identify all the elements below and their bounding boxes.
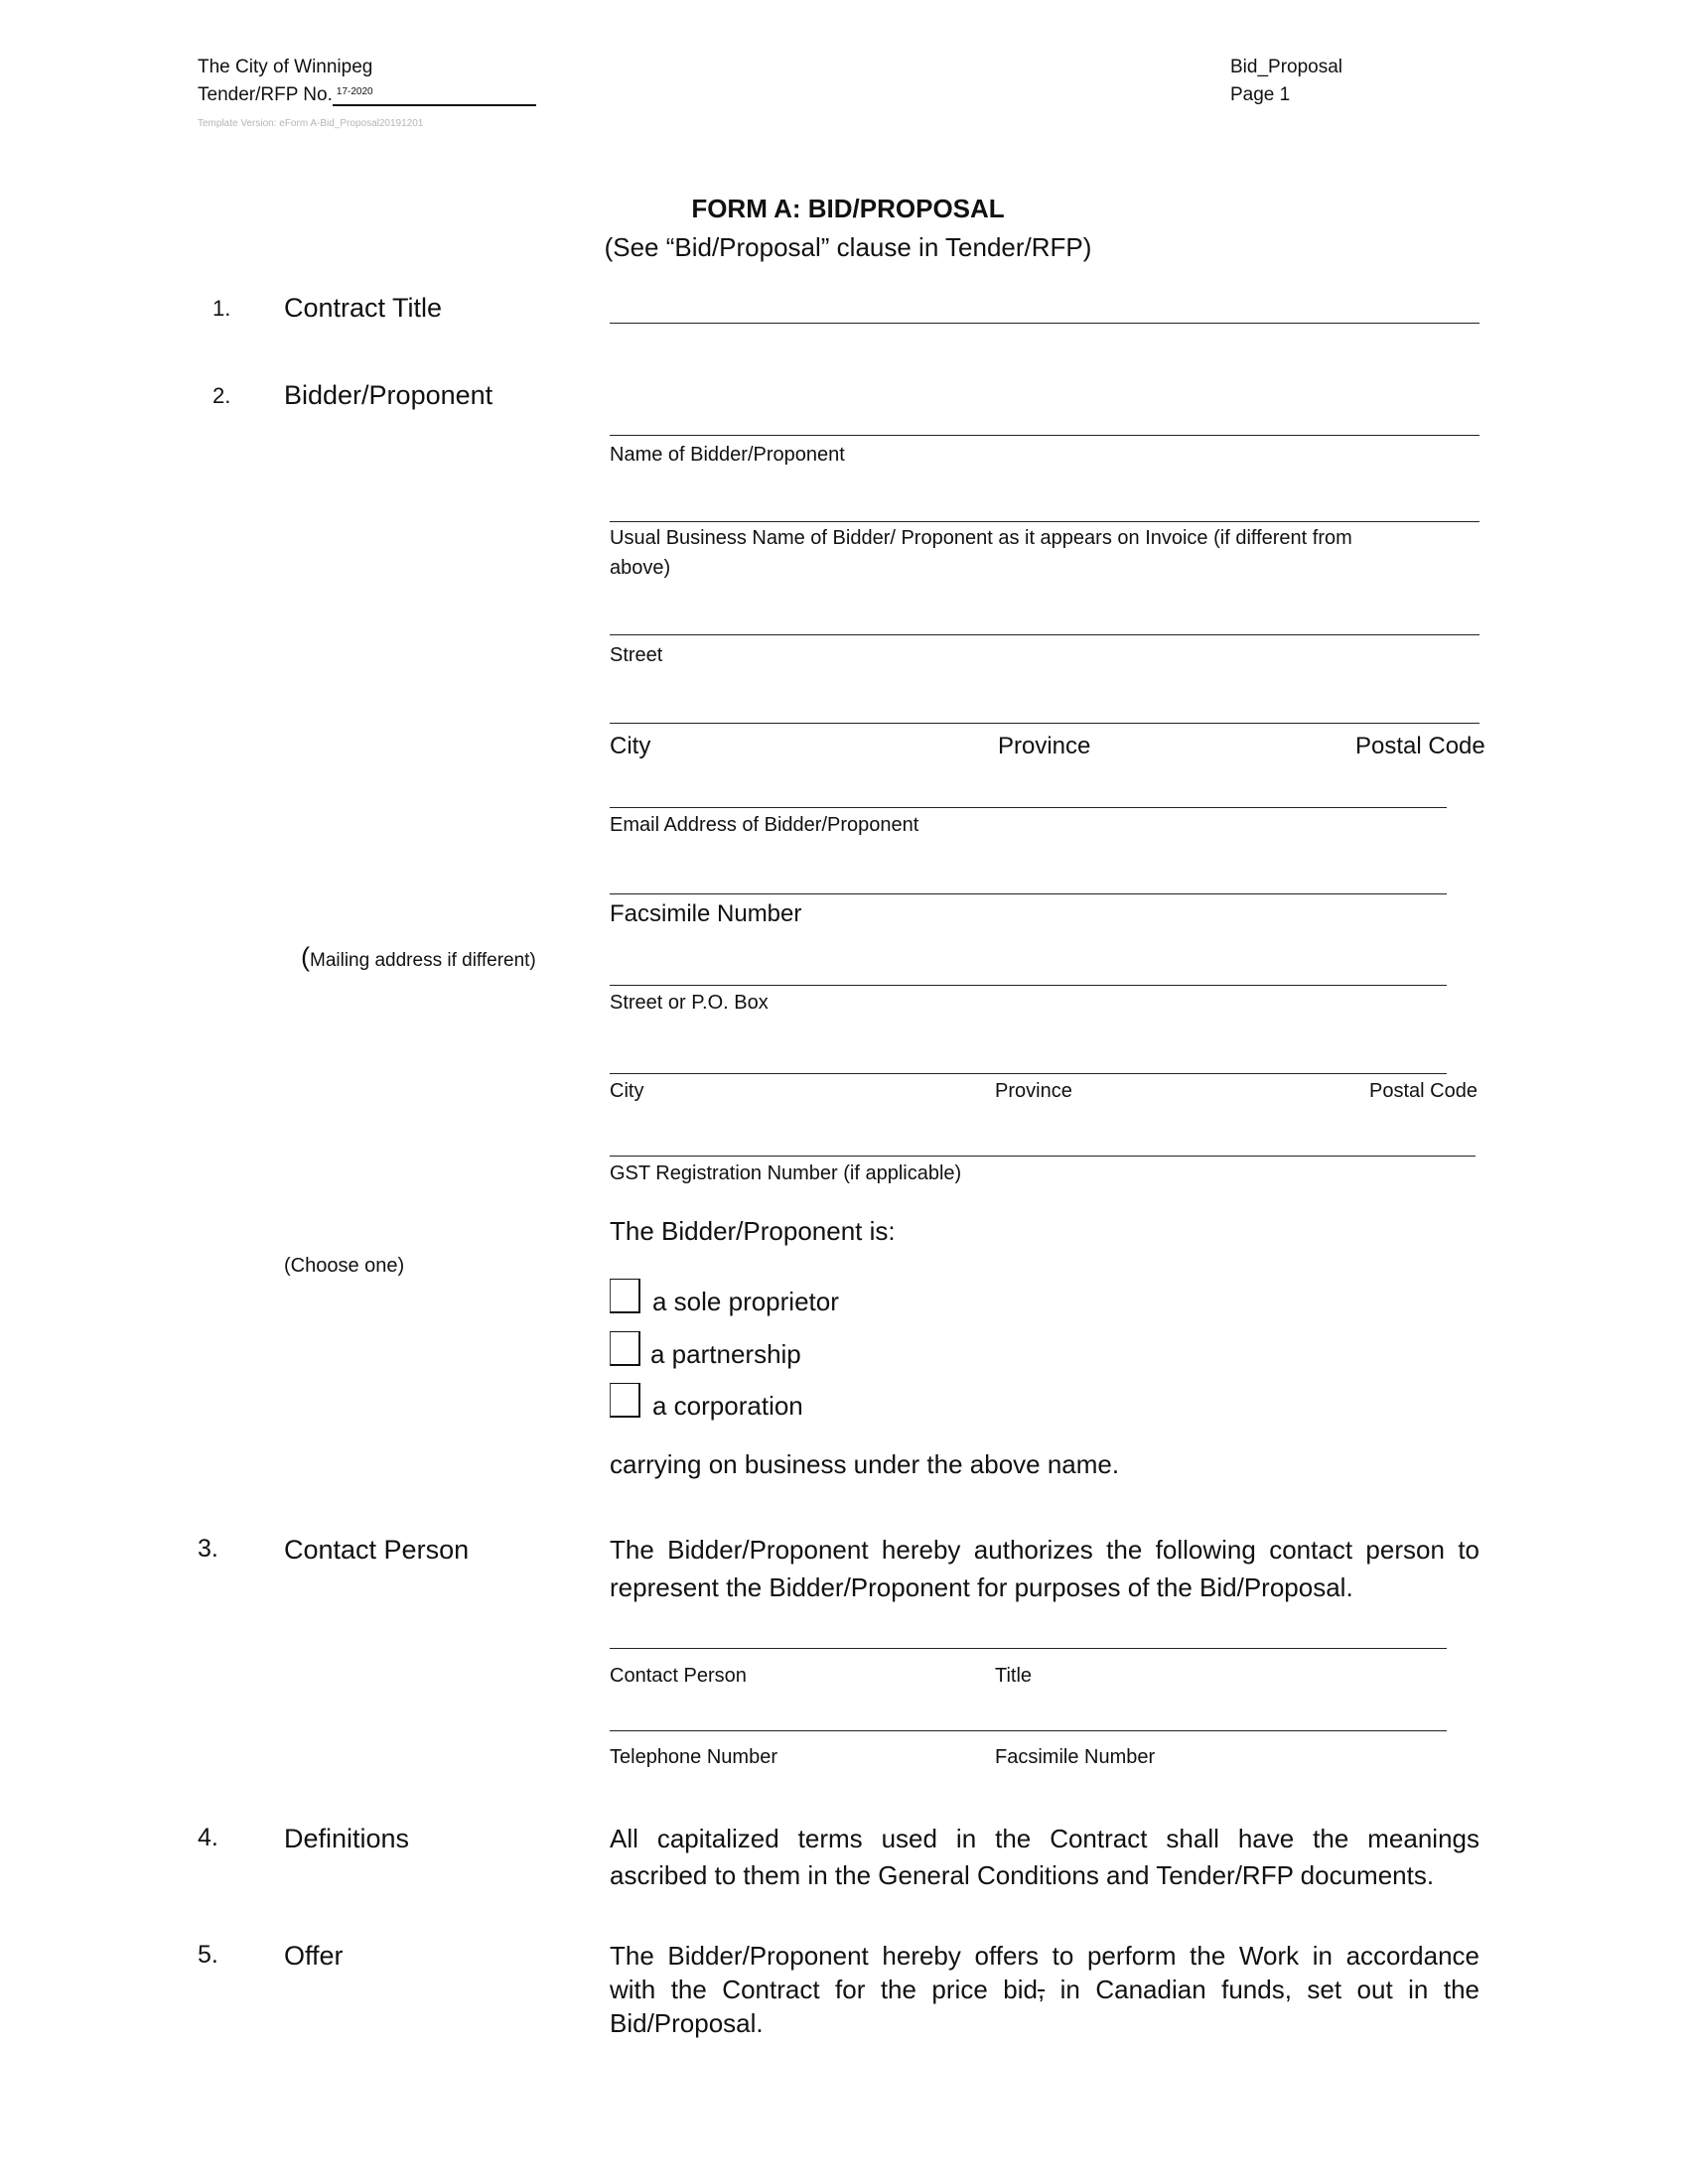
- section-2-number: 2.: [212, 383, 231, 408]
- usual-business-name-caption: Usual Business Name of Bidder/ Proponent as it appears on Invoice (if different from: [610, 527, 1352, 549]
- gst-caption: GST Registration Number (if applicable): [610, 1162, 962, 1184]
- section-1-number: 1.: [212, 296, 231, 321]
- province-caption: Province: [998, 733, 1091, 759]
- postal-code-caption: Postal Code: [1355, 733, 1485, 759]
- contact-text-line-2: represent the Bidder/Proponent for purposes of the Bid/Proposal.: [610, 1572, 1353, 1602]
- sole-proprietor-checkbox[interactable]: [610, 1279, 640, 1313]
- bidder-name-caption: Name of Bidder/Proponent: [610, 444, 845, 466]
- header-tender: [198, 84, 536, 106]
- tender-label: Tender/RFP No.: [198, 84, 333, 105]
- section-5-label: Offer: [284, 1941, 344, 1971]
- tender-number: 17-2020: [336, 86, 373, 97]
- contact-person-caption: Contact Person: [610, 1665, 747, 1687]
- fax-field[interactable]: [610, 893, 1447, 894]
- usual-business-name-field[interactable]: [610, 521, 1479, 522]
- mailing-city-caption: City: [610, 1080, 644, 1102]
- carrying-on-text: carrying on business under the above name.: [610, 1449, 1120, 1479]
- template-version: Template Version: eForm A-Bid_Proposal20191201: [198, 118, 424, 129]
- definitions-line-2: ascribed to them in the General Conditions and Tender/RFP documents.: [610, 1860, 1435, 1890]
- telephone-caption: Telephone Number: [610, 1746, 777, 1768]
- section-4-label: Definitions: [284, 1824, 410, 1853]
- partnership-label: a partnership: [650, 1339, 801, 1369]
- header-org: The City of Winnipeg: [198, 57, 373, 77]
- form-title: FORM A: BID/PROPOSAL: [691, 194, 1005, 223]
- contact-text-line-1: The Bidder/Proponent hereby authorizes the following contact person to: [610, 1535, 1479, 1565]
- mailing-note-text: Mailing address if different): [310, 950, 536, 971]
- contract-title-field[interactable]: [610, 323, 1479, 324]
- city-caption: City: [610, 733, 651, 759]
- section-5-number: 5.: [198, 1941, 218, 1969]
- contact-person-title-field[interactable]: [610, 1648, 1447, 1649]
- offer-line-1: The Bidder/Proponent hereby offers to perform the Work in accordance: [610, 1941, 1479, 1971]
- offer-line-2-b: in Canadian funds, set out in the: [1045, 1975, 1479, 2004]
- gst-field[interactable]: [610, 1156, 1476, 1157]
- header-doc-name: Bid_Proposal: [1230, 57, 1343, 77]
- fax-caption: Facsimile Number: [610, 900, 802, 927]
- mailing-street-caption: Street or P.O. Box: [610, 992, 769, 1014]
- telephone-fax-field[interactable]: [610, 1730, 1447, 1731]
- section-1-label: Contract Title: [284, 293, 443, 323]
- bidder-name-field[interactable]: [610, 435, 1479, 436]
- partnership-checkbox[interactable]: [610, 1331, 640, 1366]
- offer-line-2-a: with the Contract for the price bid: [610, 1975, 1038, 2004]
- email-caption: Email Address of Bidder/Proponent: [610, 814, 919, 836]
- mailing-street-field[interactable]: [610, 985, 1447, 986]
- offer-struck-comma: ,: [1037, 1975, 1046, 2004]
- tender-number-field[interactable]: [333, 86, 536, 106]
- form-subtitle: (See “Bid/Proposal” clause in Tender/RFP): [604, 232, 1092, 262]
- section-3-number: 3.: [198, 1535, 218, 1563]
- definitions-line-1: All capitalized terms used in the Contract shall have the meanings: [610, 1824, 1479, 1853]
- mailing-note-paren: (: [301, 942, 310, 972]
- usual-business-name-caption-cont: above): [610, 557, 671, 579]
- header-page: Page 1: [1230, 84, 1291, 105]
- mailing-province-caption: Province: [995, 1080, 1072, 1102]
- section-2-label: Bidder/Proponent: [284, 380, 493, 410]
- city-province-postal-field[interactable]: [610, 723, 1479, 724]
- offer-line-3: Bid/Proposal.: [610, 2008, 764, 2038]
- bidder-is-label: The Bidder/Proponent is:: [610, 1216, 896, 1246]
- choose-one-note: (Choose one): [284, 1255, 405, 1277]
- mailing-note: [301, 942, 536, 973]
- section-3-label: Contact Person: [284, 1535, 470, 1565]
- sole-proprietor-label: a sole proprietor: [652, 1287, 839, 1316]
- street-field[interactable]: [610, 634, 1479, 635]
- section-4-number: 4.: [198, 1824, 218, 1851]
- mailing-postal-caption: Postal Code: [1369, 1080, 1477, 1102]
- offer-line-2: [610, 1975, 1479, 2005]
- mailing-city-province-postal-field[interactable]: [610, 1073, 1447, 1074]
- email-field[interactable]: [610, 807, 1447, 808]
- street-caption: Street: [610, 644, 663, 666]
- contact-title-caption: Title: [995, 1665, 1033, 1687]
- corporation-label: a corporation: [652, 1391, 803, 1421]
- corporation-checkbox[interactable]: [610, 1383, 640, 1418]
- contact-fax-caption: Facsimile Number: [995, 1746, 1156, 1768]
